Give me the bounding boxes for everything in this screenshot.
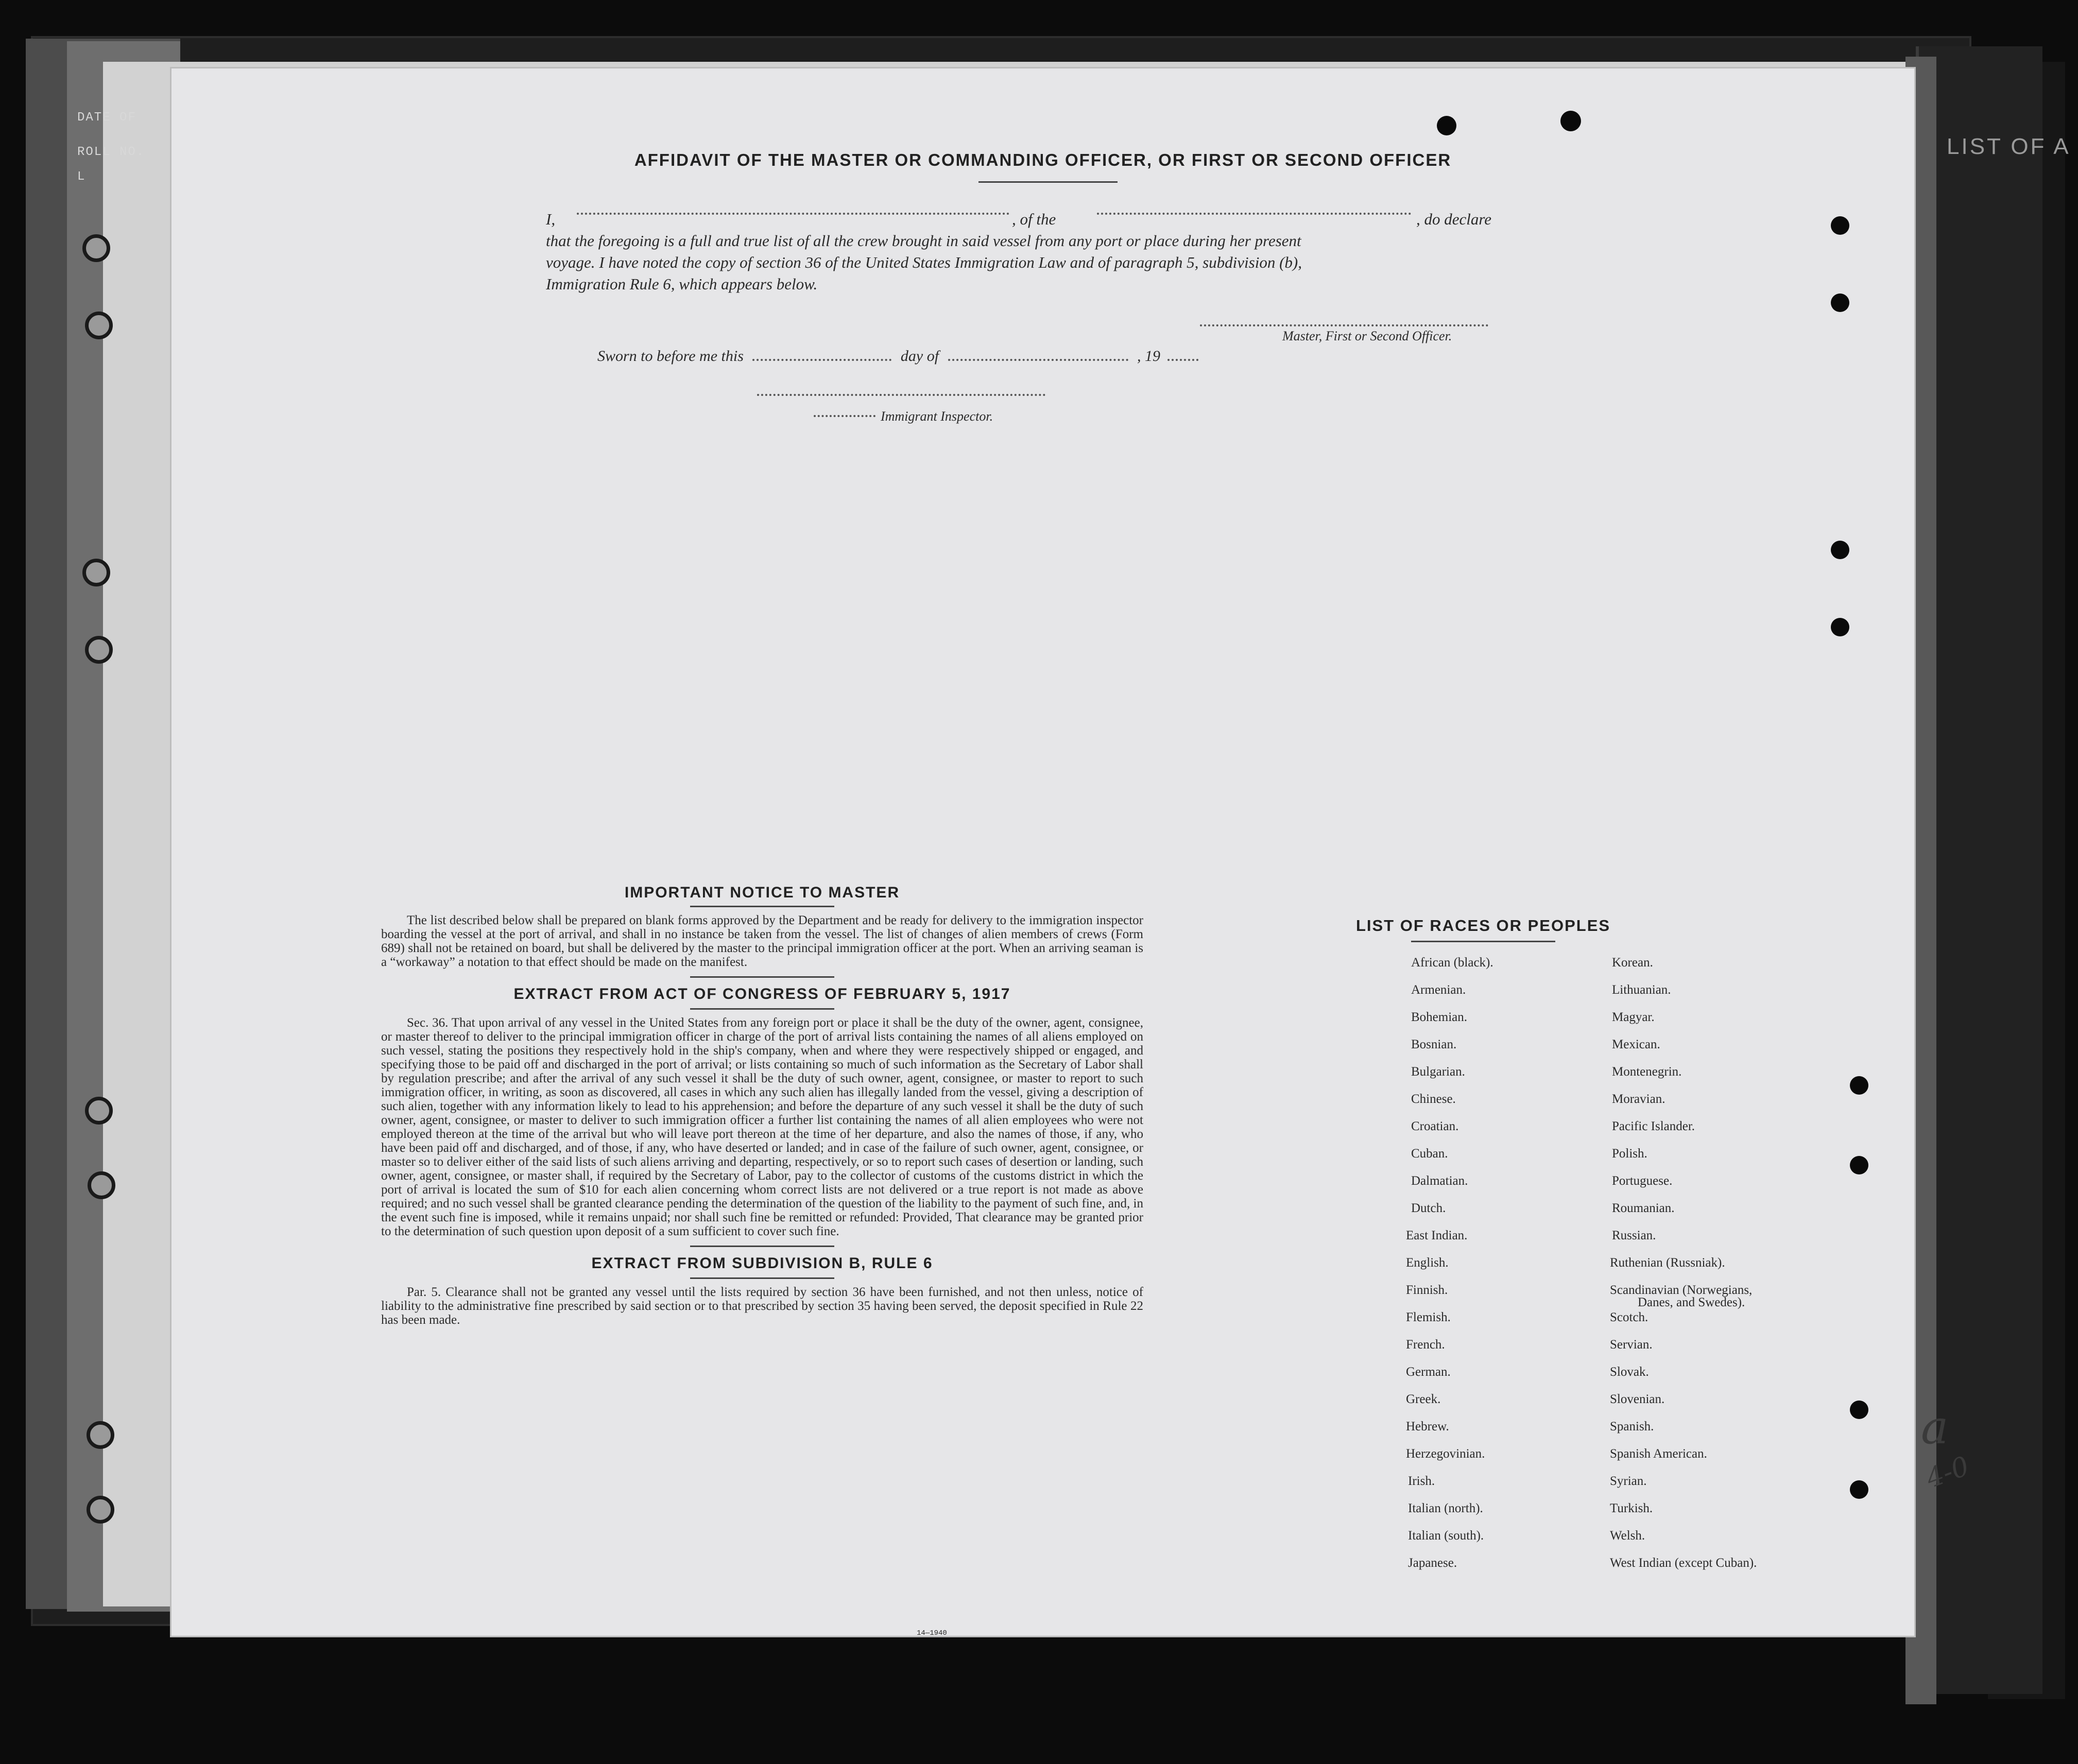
race-item: Servian. (1610, 1338, 1653, 1352)
punch-hole (1850, 1156, 1868, 1174)
race-item: Hebrew. (1406, 1420, 1449, 1433)
affidavit-line-3: voyage. I have noted the copy of section 36 of the United States Immigration Law and of paragraph 5, subdivision (b), (546, 253, 1302, 271)
extract1-rule (690, 1008, 834, 1010)
stub-label-l: L (77, 170, 86, 184)
race-item: Spanish. (1610, 1420, 1654, 1433)
punch-hole (1560, 111, 1581, 131)
races-section (1200, 916, 1766, 1570)
extract2-title: EXTRACT FROM SUBDIVISION B, RULE 6 (591, 1255, 933, 1272)
races-rule (1411, 941, 1555, 942)
binding-ring (82, 234, 110, 262)
race-item: Dalmatian. (1411, 1174, 1468, 1188)
sworn-day-label: day of (900, 348, 939, 365)
race-item: Japanese. (1408, 1556, 1457, 1570)
race-item: Lithuanian. (1612, 983, 1671, 997)
race-item: Turkish. (1610, 1501, 1653, 1515)
affidavit-body (546, 209, 1694, 295)
race-item: Spanish American. (1610, 1447, 1707, 1461)
sworn-year-blank (1167, 359, 1198, 361)
race-item: Scotch. (1610, 1310, 1648, 1324)
race-item: Roumanian. (1612, 1201, 1675, 1215)
notice-body-rule (690, 976, 834, 978)
extract2-rule (690, 1277, 834, 1279)
punch-hole (1437, 116, 1456, 135)
name-blank (577, 213, 1009, 215)
sworn-day-blank (752, 359, 891, 361)
margin-handwriting-number: 4-0 (1922, 1450, 1973, 1495)
punch-hole (1831, 293, 1849, 312)
notice-section (381, 886, 1143, 1327)
race-item: Slovenian. (1610, 1392, 1665, 1406)
race-item: Irish. (1408, 1474, 1435, 1488)
affidavit-line-4: Immigration Rule 6, which appears below. (546, 275, 818, 293)
race-item: Dutch. (1411, 1201, 1446, 1215)
race-item: Armenian. (1411, 983, 1466, 997)
race-item: West Indian (except Cuban). (1610, 1556, 1757, 1570)
inspector-signature-line (757, 394, 1045, 396)
margin-handwriting: a (1921, 1400, 1949, 1455)
affidavit-i: I, (546, 210, 556, 228)
race-item: Flemish. (1406, 1310, 1451, 1324)
underlying-page-title: LIST OF A (1947, 134, 2071, 159)
binding-ring (85, 1097, 113, 1125)
race-item: Greek. (1406, 1392, 1441, 1406)
stub-label-date: DATE OF (77, 111, 136, 125)
race-item: Italian (south). (1408, 1529, 1484, 1543)
form-number: 14—1940 (917, 1629, 947, 1637)
binding-ring (85, 312, 113, 339)
punch-hole (1850, 1480, 1868, 1499)
title-rule (978, 181, 1118, 183)
binding-ring (88, 1171, 115, 1199)
binding-ring (87, 1421, 114, 1449)
race-item: Bohemian. (1411, 1010, 1468, 1024)
race-item: English. (1406, 1256, 1449, 1270)
race-item: African (black). (1411, 956, 1493, 970)
vessel-blank (1097, 213, 1411, 215)
race-item: East Indian. (1406, 1229, 1468, 1242)
race-item: Cuban. (1411, 1147, 1448, 1161)
race-item: Croatian. (1411, 1119, 1459, 1133)
race-item: Bulgarian. (1411, 1065, 1465, 1079)
extract1-body-rule (690, 1246, 834, 1247)
affidavit-line-1 (546, 209, 1694, 230)
race-item: Finnish. (1406, 1283, 1448, 1297)
notice-rule (690, 906, 834, 907)
punch-hole (1850, 1400, 1868, 1419)
race-item: Magyar. (1612, 1010, 1655, 1024)
race-item: Scandinavian (Norwegians, (1610, 1283, 1753, 1297)
binding-ring (82, 559, 110, 586)
punch-hole (1831, 541, 1849, 559)
affidavit-title: AFFIDAVIT OF THE MASTER OR COMMANDING OFFICER, OR FIRST OR SECOND OFFICER (634, 150, 1452, 169)
punch-hole (1850, 1076, 1868, 1095)
signature-caption: Master, First or Second Officer. (1282, 328, 1452, 343)
binding-ring (87, 1496, 114, 1524)
document-page (170, 67, 1916, 1637)
race-item: French. (1406, 1338, 1445, 1352)
sworn-month-blank (948, 359, 1128, 361)
notice-title: IMPORTANT NOTICE TO MASTER (624, 884, 900, 901)
race-item: Welsh. (1610, 1529, 1645, 1543)
sworn-prefix: Sworn to before me this (597, 348, 744, 365)
extract2-body: Par. 5. Clearance shall not be granted any vessel until the lists required by section 36 have been furnished, and not then unless, notice of liability to the administrative fine prescribed by said section or to that prescribed by section 35 having been served, the deposit specified in Rule 22 has been made. (381, 1285, 1143, 1327)
inspector-caption: Immigrant Inspector. (881, 409, 993, 424)
sworn-year-label: , 19 (1137, 348, 1161, 365)
race-item: Bosnian. (1411, 1037, 1457, 1051)
binding-ring (85, 636, 113, 664)
affidavit-line-2: that the foregoing is a full and true list of all the crew brought in said vessel from any port or place during her present (546, 232, 1301, 250)
affidavit-of-the: , of the (1012, 210, 1056, 228)
punch-hole (1831, 216, 1849, 235)
notice-body: The list described below shall be prepared on blank forms approved by the Department and be ready for delivery to the immigration inspector boarding the vessel at the port of arrival, and shall in no instance be taken from the vessel. The list of changes of alien members of crews (Form 689) shall not be retained on board, but shall be delivered by the master to the principal immigration officer at the port. When an arriving seaman is a “workaway” a notation to that effect should be made on the manifest. (381, 913, 1143, 969)
race-item: Portuguese. (1612, 1174, 1673, 1188)
race-item: Syrian. (1610, 1474, 1647, 1488)
race-item: Russian. (1612, 1229, 1656, 1242)
race-item-continuation: Danes, and Swedes). (1638, 1295, 1745, 1309)
race-item: Ruthenian (Russniak). (1610, 1256, 1725, 1270)
race-item: Chinese. (1411, 1092, 1456, 1106)
punch-hole (1831, 618, 1849, 636)
race-item: Polish. (1612, 1147, 1647, 1161)
race-item: Herzegovinian. (1406, 1447, 1485, 1461)
affidavit-declare: , do declare (1416, 210, 1492, 228)
race-item: Italian (north). (1408, 1501, 1483, 1515)
race-item: Montenegrin. (1612, 1065, 1682, 1079)
extract1-body: Sec. 36. That upon arrival of any vessel in the United States from any foreign port or place it shall be the duty of the owner, agent, consignee, or master thereof to deliver to the principal immigration officer in charge of the port of arrival lists containing the names of all aliens employed on such vessel, stating the positions they respectively hold in the ship's company, when and where they were respectively shipped or engaged, and specifying those to be paid off and discharged in the port of arrival; or lists containing so much of such information as the Secretary of Labor shall by regulation prescribe; and after the arrival of any such vessel it shall be the duty of such owner, agent, consignee, or master to report to such immigration officer, in writing, as soon as discovered, all cases in which any such alien has illegally landed from the vessel, giving a description of such alien, together with any information likely to lead to his apprehension; and before the departure of any such vessel it shall be the duty of such owner, agent, consignee, or master to deliver to such immigration officer a further list containing the names of all alien employees who were not employed thereon at the time of the arrival but who will leave port thereon at the time of her departure, and also the names of those, if any, who have been paid off and discharged, and of those, if any, who have deserted or landed; and in case of the failure of such owner, agent, consignee, or master so to deliver either of the said lists of such aliens arriving and departing, respectively, or so to report such cases of desertion or landing, such owner, agent, consignee, or master shall, if required by the Secretary of Labor, pay to the collector of customs of the customs district in which the port of arrival is located the sum of $10 for each alien concerning whom correct lists are not delivered or a true report is not made as above required; and no such vessel shall be granted clearance pending the determination of the question of the liability to the payment of such fine, and, in the event such fine is imposed, while it remains unpaid; nor shall such fine be remitted or refunded: Provided, That clearance may be granted prior to the determination of such question upon deposit of a sum sufficient to cover such fine. (381, 1016, 1143, 1238)
race-item: Mexican. (1612, 1037, 1660, 1051)
signature-line (1200, 324, 1488, 326)
extract1-title: EXTRACT FROM ACT OF CONGRESS OF FEBRUARY 5, 1917 (513, 985, 1011, 1002)
stub-label-roll: ROLL NO. (77, 145, 145, 159)
races-title: LIST OF RACES OR PEOPLES (1355, 916, 1611, 935)
race-item: German. (1406, 1365, 1451, 1379)
race-item: Moravian. (1612, 1092, 1665, 1106)
race-item: Slovak. (1610, 1365, 1649, 1379)
inspector-dots (814, 415, 875, 417)
race-item: Pacific Islander. (1612, 1119, 1695, 1133)
race-item: Korean. (1612, 956, 1653, 970)
sworn-row (597, 348, 1198, 365)
